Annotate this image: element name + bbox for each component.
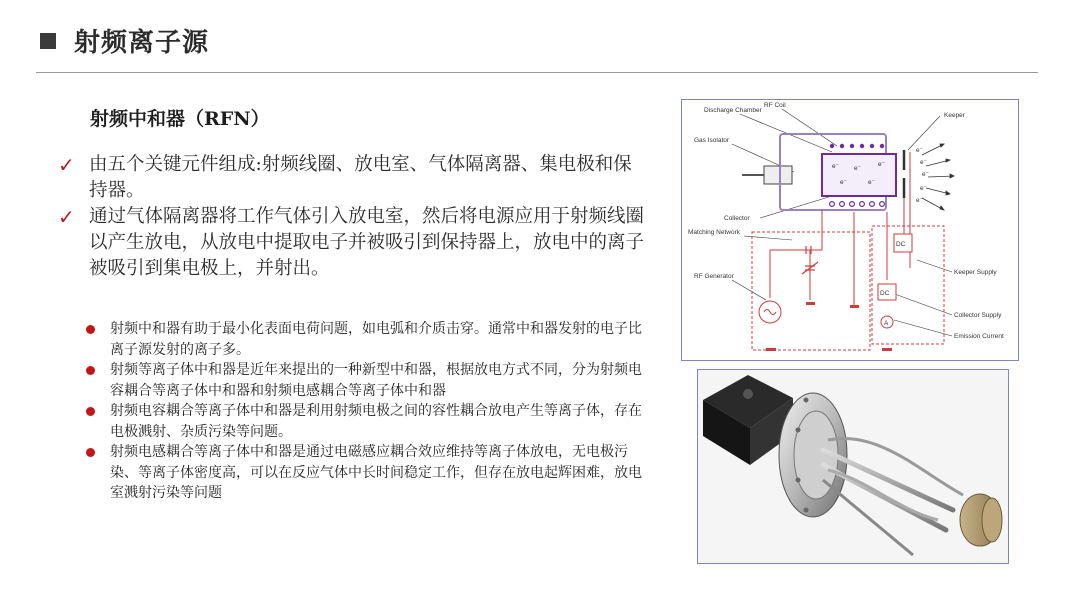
- bullet-item-text: 射频电感耦合等离子体中和器是通过电磁感应耦合效应维持等离子体放电，无电极污染、等离子体密度高，可以在反应气体中长时间稳定工作，但存在放电起辉困难，放电室溅射污染等问题: [110, 444, 642, 501]
- bullet-dot-icon: [86, 366, 95, 375]
- title-divider: [36, 72, 1038, 73]
- label-collector-supply: Collector Supply: [954, 312, 1002, 319]
- label-rf-coil: RF Coil: [764, 102, 786, 109]
- svg-text:e⁻: e⁻: [832, 163, 840, 170]
- svg-text:e⁻: e⁻: [868, 179, 876, 186]
- svg-text:e⁻: e⁻: [920, 159, 928, 166]
- dc-top-label: DC: [896, 241, 906, 248]
- label-keeper-supply: Keeper Supply: [954, 269, 997, 276]
- check-item: [58, 152, 648, 204]
- slide-header: [40, 22, 209, 59]
- dc-bottom-label: DC: [880, 290, 890, 297]
- svg-text:e⁻: e⁻: [854, 165, 862, 172]
- rfn-schematic-diagram: [681, 99, 1019, 361]
- label-collector: Collector: [724, 215, 750, 222]
- section-subtitle: 射频中和器（RFN）: [90, 108, 270, 130]
- title-square-icon: [40, 33, 56, 49]
- bullet-item: [84, 401, 644, 442]
- svg-text:e⁻: e⁻: [916, 197, 924, 204]
- check-item-text: 由五个关键元件组成:射频线圈、放电室、气体隔离器、集电极和保持器。: [89, 154, 632, 201]
- bullet-dot-icon: [86, 407, 95, 416]
- check-item-text: 通过气体隔离器将工作气体引入放电室，然后将电源应用于射频线圈以产生放电，从放电中提取电子并被吸引到保持器上，放电中的离子被吸引到集电极上，并射出。: [89, 206, 645, 279]
- bullet-item-text: 射频电容耦合等离子体中和器是利用射频电极之间的容性耦合放电产生等离子体，存在电极溅射、杂质污染等问题。: [110, 403, 642, 440]
- label-gas-isolator: Gas Isolator: [694, 137, 730, 144]
- checkmark-icon: ✓: [58, 153, 75, 177]
- checkmark-icon: ✓: [58, 205, 75, 229]
- ammeter-label: A: [884, 320, 889, 327]
- slide-title: 射频离子源: [74, 28, 210, 58]
- check-item: [58, 204, 648, 282]
- bullet-list: [84, 319, 644, 504]
- label-discharge-chamber: Discharge Chamber: [704, 107, 762, 114]
- bullet-dot-icon: [86, 325, 95, 334]
- svg-text:e⁻: e⁻: [922, 171, 930, 178]
- bullet-item-text: 射频等离子体中和器是近年来提出的一种新型中和器，根据放电方式不同，分为射频电容耦合等离子体中和器和射频电感耦合等离子体中和器: [110, 362, 642, 399]
- label-emission-current: Emission Current: [954, 333, 1004, 340]
- bullet-dot-icon: [86, 448, 95, 457]
- bullet-item: [84, 360, 644, 401]
- rfn-hardware-photo: [697, 369, 1009, 564]
- label-rf-generator: RF Generator: [694, 273, 734, 280]
- check-list: [58, 152, 648, 282]
- label-keeper: Keeper: [944, 112, 965, 119]
- svg-text:e⁻: e⁻: [916, 147, 924, 154]
- svg-text:e⁻: e⁻: [840, 179, 848, 186]
- bullet-item: [84, 319, 644, 360]
- label-matching-network: Matching Network: [688, 229, 741, 236]
- bullet-item: [84, 442, 644, 504]
- svg-text:e⁻: e⁻: [878, 161, 886, 168]
- svg-text:e⁻: e⁻: [920, 185, 928, 192]
- bullet-item-text: 射频中和器有助于最小化表面电荷问题，如电弧和介质击穿。通常中和器发射的电子比离子源发射的离子多。: [110, 321, 642, 358]
